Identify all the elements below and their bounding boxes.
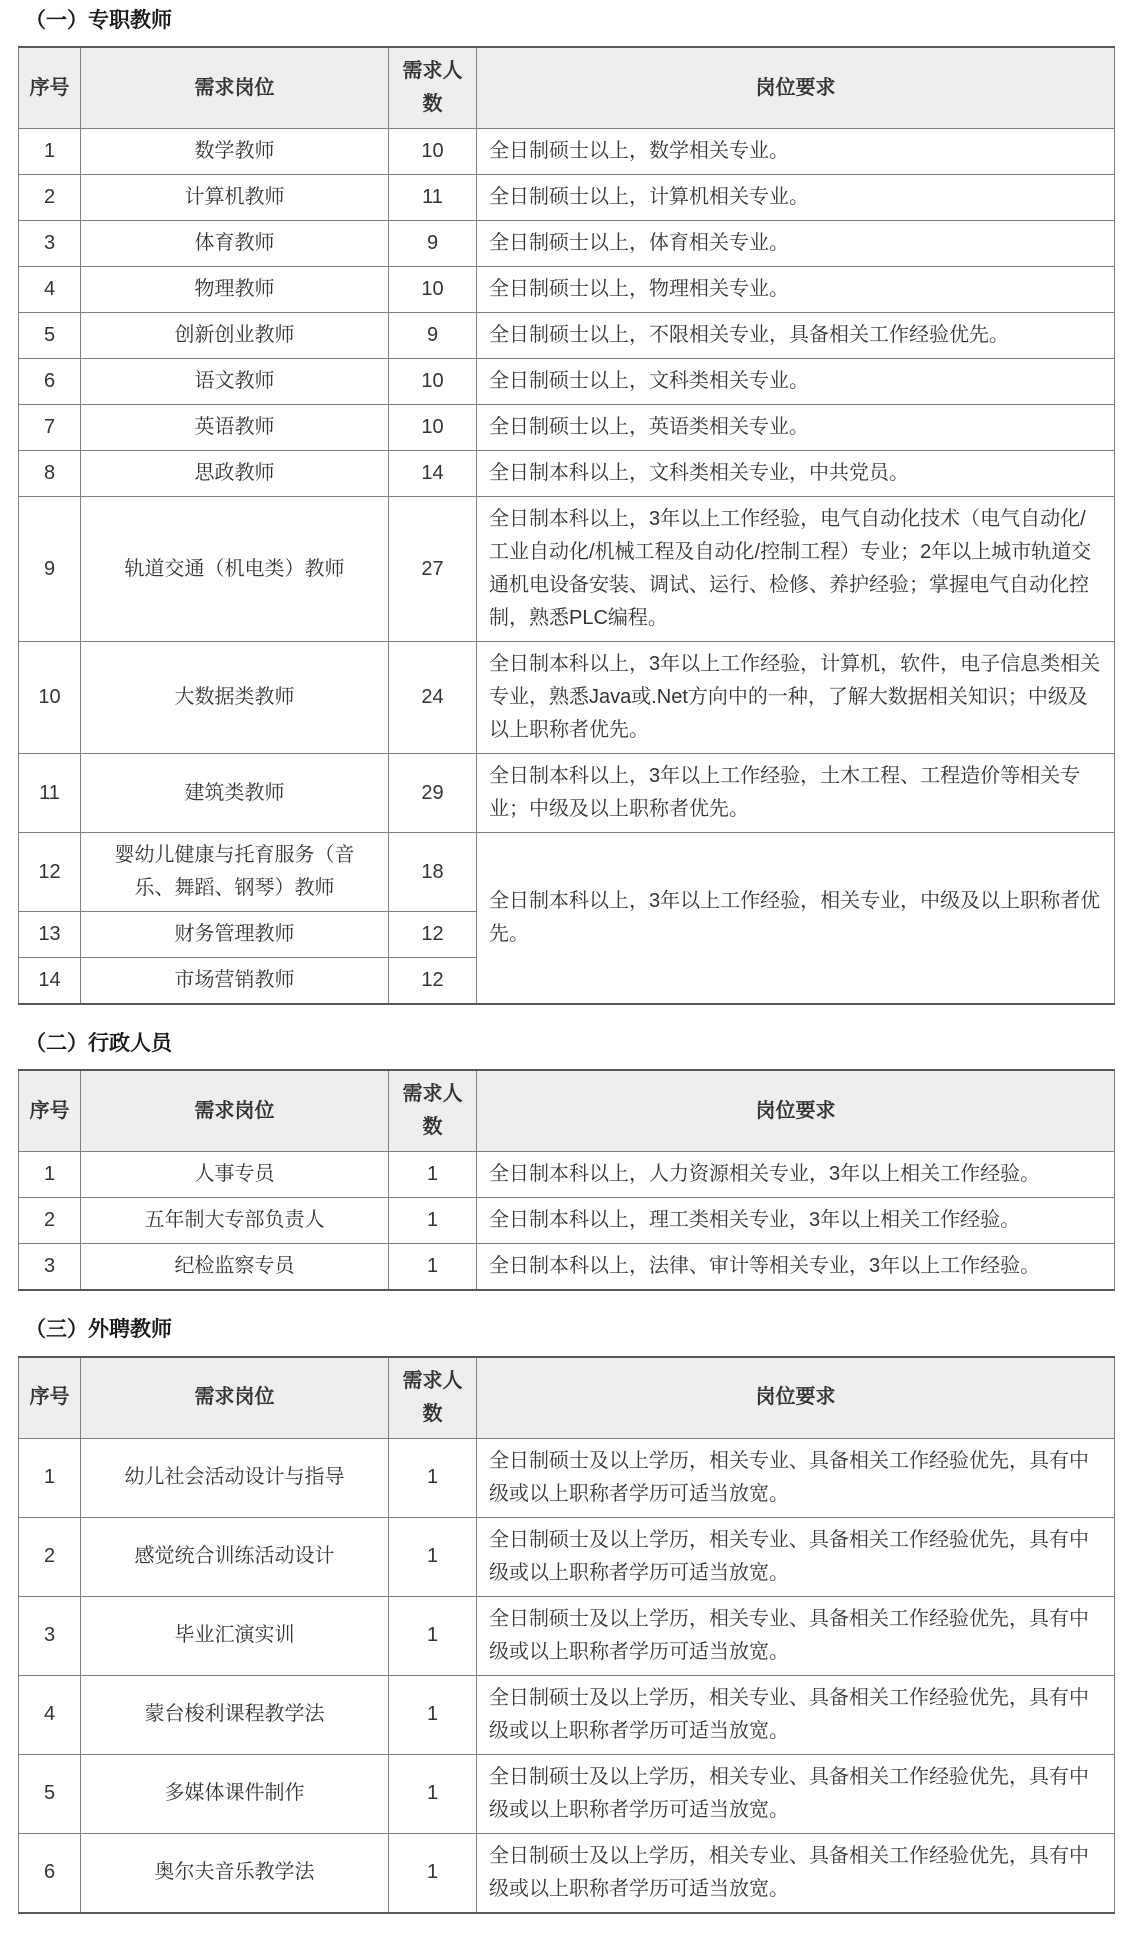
table-row [19,1438,1115,1517]
cell-headcount: 11 [389,175,477,221]
cell-job-requirements: 全日制本科以上，3年以上工作经验，电气自动化技术（电气自动化/工业自动化/机械工程及自动化/控制工程）专业；2年以上城市轨道交通机电设备安装、调试、运行、检修、养护经验；掌握电气自动化控制，熟悉PLC编程。 [477,497,1115,642]
cell-position-name: 五年制大专部负责人 [81,1198,389,1244]
cell-position-name: 幼儿社会活动设计与指导 [81,1438,389,1517]
header-row [19,1070,1115,1152]
col-header-position: 需求岗位 [81,47,389,129]
table-row [19,221,1115,267]
table-row [19,1198,1115,1244]
cell-row-number: 5 [19,1754,81,1833]
cell-headcount: 1 [389,1596,477,1675]
cell-headcount: 10 [389,129,477,175]
cell-row-number: 11 [19,754,81,833]
table-row [19,451,1115,497]
cell-job-requirements: 全日制本科以上，文科类相关专业，中共党员。 [477,451,1115,497]
cell-position-name: 奥尔夫音乐教学法 [81,1833,389,1913]
cell-row-number: 2 [19,175,81,221]
cell-position-name: 毕业汇演实训 [81,1596,389,1675]
cell-job-requirements: 全日制本科以上，3年以上工作经验，土木工程、工程造价等相关专业；中级及以上职称者优先。 [477,754,1115,833]
table-row [19,754,1115,833]
cell-job-requirements: 全日制本科以上，3年以上工作经验，相关专业，中级及以上职称者优先。 [477,833,1115,1005]
section-3 [18,1317,1115,1913]
cell-headcount: 29 [389,754,477,833]
cell-position-name: 感觉统合训练活动设计 [81,1517,389,1596]
cell-row-number: 6 [19,359,81,405]
cell-headcount: 12 [389,958,477,1005]
cell-position-name: 财务管理教师 [81,912,389,958]
recruitment-table [18,1356,1115,1914]
cell-job-requirements: 全日制硕士及以上学历，相关专业、具备相关工作经验优先，具有中级或以上职称者学历可适当放宽。 [477,1675,1115,1754]
table-row [19,1152,1115,1198]
cell-row-number: 3 [19,221,81,267]
cell-row-number: 2 [19,1198,81,1244]
cell-headcount: 1 [389,1438,477,1517]
cell-row-number: 4 [19,267,81,313]
col-header-no: 序号 [19,1070,81,1152]
col-header-requirements: 岗位要求 [477,47,1115,129]
table-row [19,267,1115,313]
section-title: （一）专职教师 [25,9,172,32]
cell-headcount: 1 [389,1152,477,1198]
cell-headcount: 1 [389,1754,477,1833]
cell-row-number: 7 [19,405,81,451]
col-header-requirements: 岗位要求 [477,1070,1115,1152]
sections-container [18,8,1115,1914]
cell-job-requirements: 全日制本科以上，法律、审计等相关专业，3年以上工作经验。 [477,1244,1115,1291]
cell-position-name: 语文教师 [81,359,389,405]
table-row [19,497,1115,642]
col-header-position: 需求岗位 [81,1357,389,1439]
section-title: （二）行政人员 [25,1032,172,1056]
cell-job-requirements: 全日制硕士及以上学历，相关专业、具备相关工作经验优先，具有中级或以上职称者学历可适当放宽。 [477,1833,1115,1913]
cell-row-number: 8 [19,451,81,497]
cell-row-number: 1 [19,129,81,175]
col-header-position: 需求岗位 [81,1070,389,1152]
table-row [19,833,1115,912]
recruitment-table [18,1069,1115,1291]
cell-position-name: 婴幼儿健康与托育服务（音乐、舞蹈、钢琴）教师 [81,833,389,912]
col-header-count: 需求人数 [389,1357,477,1439]
cell-row-number: 9 [19,497,81,642]
col-header-no: 序号 [19,47,81,129]
cell-job-requirements: 全日制硕士及以上学历，相关专业、具备相关工作经验优先，具有中级或以上职称者学历可适当放宽。 [477,1596,1115,1675]
table-row [19,1244,1115,1291]
cell-position-name: 多媒体课件制作 [81,1754,389,1833]
cell-headcount: 1 [389,1675,477,1754]
section-2 [18,1031,1115,1291]
cell-position-name: 计算机教师 [81,175,389,221]
cell-row-number: 5 [19,313,81,359]
cell-headcount: 12 [389,912,477,958]
table-row [19,1596,1115,1675]
col-header-no: 序号 [19,1357,81,1439]
cell-job-requirements: 全日制硕士以上，文科类相关专业。 [477,359,1115,405]
cell-position-name: 市场营销教师 [81,958,389,1005]
cell-headcount: 9 [389,313,477,359]
cell-headcount: 1 [389,1244,477,1291]
section-1 [18,8,1115,1005]
cell-headcount: 18 [389,833,477,912]
cell-row-number: 4 [19,1675,81,1754]
cell-row-number: 1 [19,1152,81,1198]
cell-position-name: 创新创业教师 [81,313,389,359]
cell-headcount: 1 [389,1198,477,1244]
table-row [19,359,1115,405]
cell-job-requirements: 全日制本科以上，理工类相关专业，3年以上相关工作经验。 [477,1198,1115,1244]
cell-job-requirements: 全日制硕士以上，英语类相关专业。 [477,405,1115,451]
cell-position-name: 轨道交通（机电类）教师 [81,497,389,642]
cell-headcount: 24 [389,642,477,754]
cell-position-name: 蒙台梭利课程教学法 [81,1675,389,1754]
col-header-count: 需求人数 [389,1070,477,1152]
cell-row-number: 6 [19,1833,81,1913]
cell-row-number: 12 [19,833,81,912]
cell-job-requirements: 全日制硕士及以上学历，相关专业、具备相关工作经验优先，具有中级或以上职称者学历可适当放宽。 [477,1517,1115,1596]
table-row [19,1833,1115,1913]
cell-headcount: 1 [389,1517,477,1596]
cell-row-number: 3 [19,1244,81,1291]
cell-position-name: 物理教师 [81,267,389,313]
cell-job-requirements: 全日制本科以上，人力资源相关专业，3年以上相关工作经验。 [477,1152,1115,1198]
cell-row-number: 3 [19,1596,81,1675]
table-row [19,175,1115,221]
table-row [19,642,1115,754]
cell-job-requirements: 全日制硕士以上，不限相关专业，具备相关工作经验优先。 [477,313,1115,359]
cell-job-requirements: 全日制硕士以上，计算机相关专业。 [477,175,1115,221]
table-row [19,405,1115,451]
cell-position-name: 思政教师 [81,451,389,497]
table-row [19,313,1115,359]
cell-position-name: 数学教师 [81,129,389,175]
cell-headcount: 14 [389,451,477,497]
cell-job-requirements: 全日制硕士以上，体育相关专业。 [477,221,1115,267]
cell-headcount: 10 [389,267,477,313]
cell-job-requirements: 全日制硕士及以上学历，相关专业、具备相关工作经验优先，具有中级或以上职称者学历可适当放宽。 [477,1754,1115,1833]
cell-position-name: 建筑类教师 [81,754,389,833]
cell-headcount: 10 [389,359,477,405]
header-row [19,1357,1115,1439]
cell-row-number: 13 [19,912,81,958]
section-title: （三）外聘教师 [25,1318,172,1342]
cell-row-number: 10 [19,642,81,754]
col-header-count: 需求人数 [389,47,477,129]
cell-headcount: 10 [389,405,477,451]
cell-job-requirements: 全日制本科以上，3年以上工作经验，计算机，软件，电子信息类相关专业，熟悉Java或.Net方向中的一种，了解大数据相关知识；中级及以上职称者优先。 [477,642,1115,754]
cell-position-name: 英语教师 [81,405,389,451]
cell-headcount: 9 [389,221,477,267]
cell-job-requirements: 全日制硕士以上，物理相关专业。 [477,267,1115,313]
cell-job-requirements: 全日制硕士及以上学历，相关专业、具备相关工作经验优先，具有中级或以上职称者学历可适当放宽。 [477,1438,1115,1517]
cell-position-name: 人事专员 [81,1152,389,1198]
col-header-requirements: 岗位要求 [477,1357,1115,1439]
table-row [19,1675,1115,1754]
table-row [19,129,1115,175]
cell-headcount: 27 [389,497,477,642]
cell-position-name: 大数据类教师 [81,642,389,754]
recruitment-table [18,46,1115,1005]
cell-headcount: 1 [389,1833,477,1913]
header-row [19,47,1115,129]
cell-position-name: 体育教师 [81,221,389,267]
cell-row-number: 1 [19,1438,81,1517]
cell-row-number: 2 [19,1517,81,1596]
table-row [19,1517,1115,1596]
cell-job-requirements: 全日制硕士以上，数学相关专业。 [477,129,1115,175]
cell-row-number: 14 [19,958,81,1005]
cell-position-name: 纪检监察专员 [81,1244,389,1291]
table-row [19,1754,1115,1833]
